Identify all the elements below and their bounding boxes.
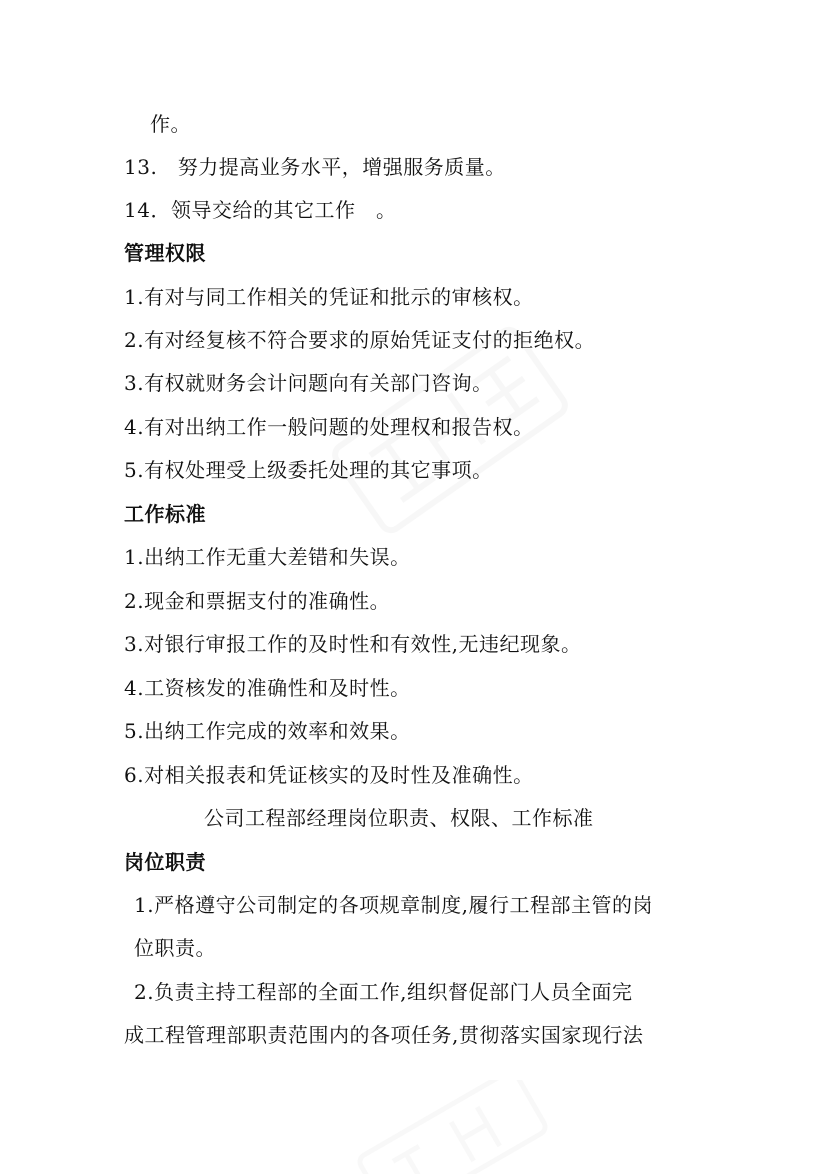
- list-item: 1.出纳工作无重大差错和失误。: [124, 545, 411, 569]
- list-item: 4.有对出纳工作一般问题的处理权和报告权。: [124, 415, 534, 439]
- stamp-watermark-icon: [330, 1080, 570, 1174]
- list-item: 1.有对与同工作相关的凭证和批示的审核权。: [124, 285, 534, 309]
- list-item: 3.有权就财务会计问题向有关部门咨询。: [124, 371, 493, 395]
- list-item: 13. 努力提高业务水平，增强服务质量。: [124, 155, 506, 179]
- section-heading-job-duties: 岗位职责: [124, 850, 206, 874]
- section-heading-management-authority: 管理权限: [124, 241, 206, 265]
- list-item: 14．领导交给的其它工作 。: [124, 198, 397, 222]
- list-item: 2.负责主持工程部的全面工作,组织督促部门人员全面完: [134, 980, 633, 1004]
- list-item: 6.对相关报表和凭证核实的及时性及准确性。: [124, 763, 534, 787]
- text-line: 位职责。: [134, 936, 216, 960]
- section-heading-work-standards: 工作标准: [124, 502, 206, 526]
- document-title: 公司工程部经理岗位职责、权限、工作标准: [204, 806, 594, 830]
- list-item: 4.工资核发的准确性和及时性。: [124, 676, 411, 700]
- list-item: 1.严格遵守公司制定的各项规章制度,履行工程部主管的岗: [134, 893, 653, 917]
- list-item: 3.对银行审报工作的及时性和有效性,无违纪现象。: [124, 632, 582, 656]
- text-line: 成工程管理部职责范围内的各项任务,贯彻落实国家现行法: [124, 1023, 644, 1047]
- list-item: 2.有对经复核不符合要求的原始凭证支付的拒绝权。: [124, 328, 596, 352]
- list-item: 2.现金和票据支付的准确性。: [124, 589, 391, 613]
- text-line: 作。: [150, 112, 191, 136]
- list-item: 5.有权处理受上级委托处理的其它事项。: [124, 458, 493, 482]
- list-item: 5.出纳工作完成的效率和效果。: [124, 719, 411, 743]
